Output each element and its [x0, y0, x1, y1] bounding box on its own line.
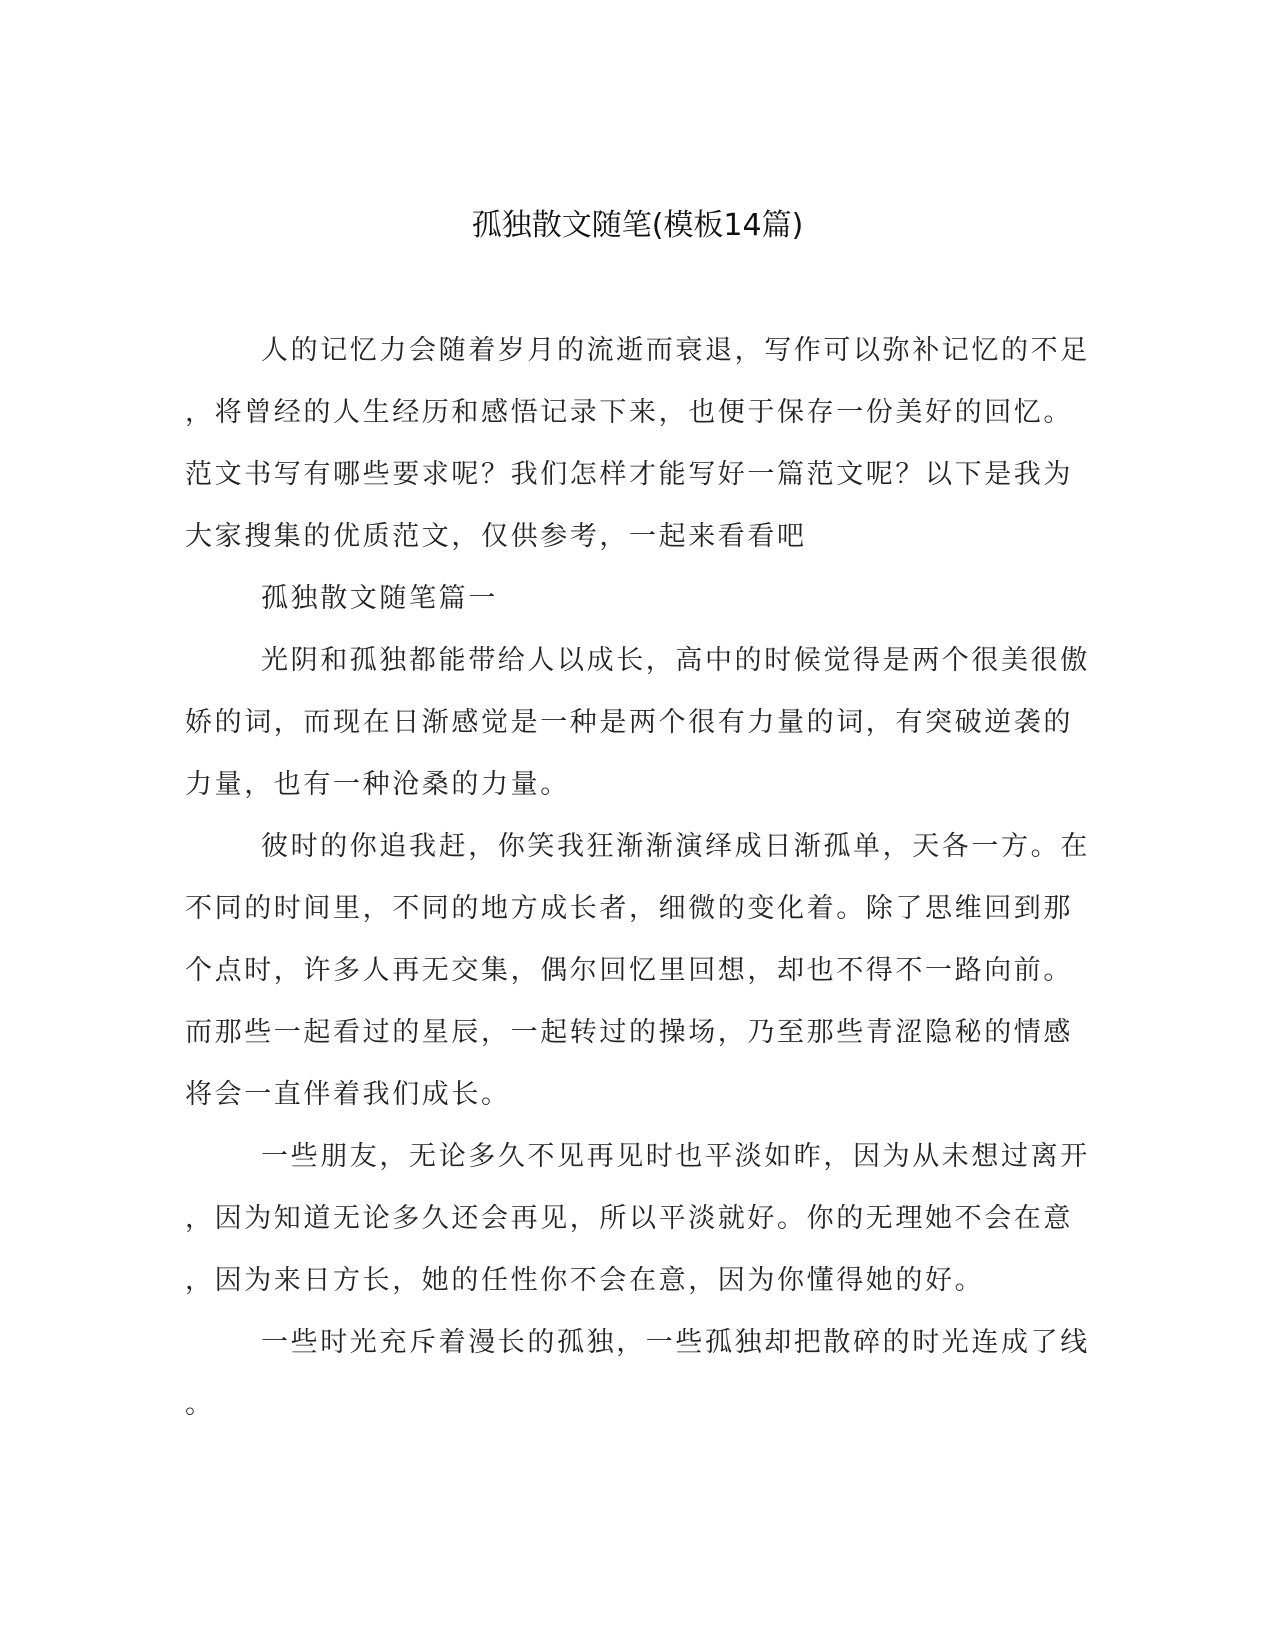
text-line: ，因为来日方长，她的任性你不会在意，因为你懂得她的好。	[185, 1265, 985, 1296]
text-line: 不同的时间里，不同的地方成长者，细微的变化着。除了思维回到那	[185, 893, 1073, 924]
document-title: 孤独散文随笔(模板14篇)	[471, 208, 804, 243]
text-line: 大家搜集的优质范文，仅供参考，一起来看看吧	[185, 521, 807, 552]
text-line: 光阴和孤独都能带给人以成长，高中的时候觉得是两个很美很傲	[261, 645, 1090, 676]
text-line: 。	[185, 1389, 215, 1420]
text-line: 而那些一起看过的星辰，一起转过的操场，乃至那些青涩隐秘的情感	[185, 1017, 1073, 1048]
text-line: 力量，也有一种沧桑的力量。	[185, 769, 570, 800]
text-line: 人的记忆力会随着岁月的流逝而衰退，写作可以弥补记忆的不足	[261, 335, 1090, 366]
text-line: ，因为知道无论多久还会再见，所以平淡就好。你的无理她不会在意	[185, 1203, 1073, 1234]
text-line: 范文书写有哪些要求呢？我们怎样才能写好一篇范文呢？以下是我为	[185, 459, 1073, 490]
document-body	[185, 320, 1090, 1436]
text-line: 一些朋友，无论多久不见再见时也平淡如昨，因为从未想过离开	[261, 1141, 1090, 1172]
section-heading: 孤独散文随笔篇一	[261, 583, 498, 614]
text-line: ，将曾经的人生经历和感悟记录下来，也便于保存一份美好的回忆。	[185, 397, 1073, 428]
text-line: 个点时，许多人再无交集，偶尔回忆里回想，却也不得不一路向前。	[185, 955, 1073, 986]
text-line: 将会一直伴着我们成长。	[185, 1079, 511, 1110]
text-line: 一些时光充斥着漫长的孤独，一些孤独却把散碎的时光连成了线	[261, 1327, 1090, 1358]
text-line: 彼时的你追我赶，你笑我狂渐渐演绎成日渐孤单，天各一方。在	[261, 831, 1090, 862]
text-line: 娇的词，而现在日渐感觉是一种是两个很有力量的词，有突破逆袭的	[185, 707, 1073, 738]
